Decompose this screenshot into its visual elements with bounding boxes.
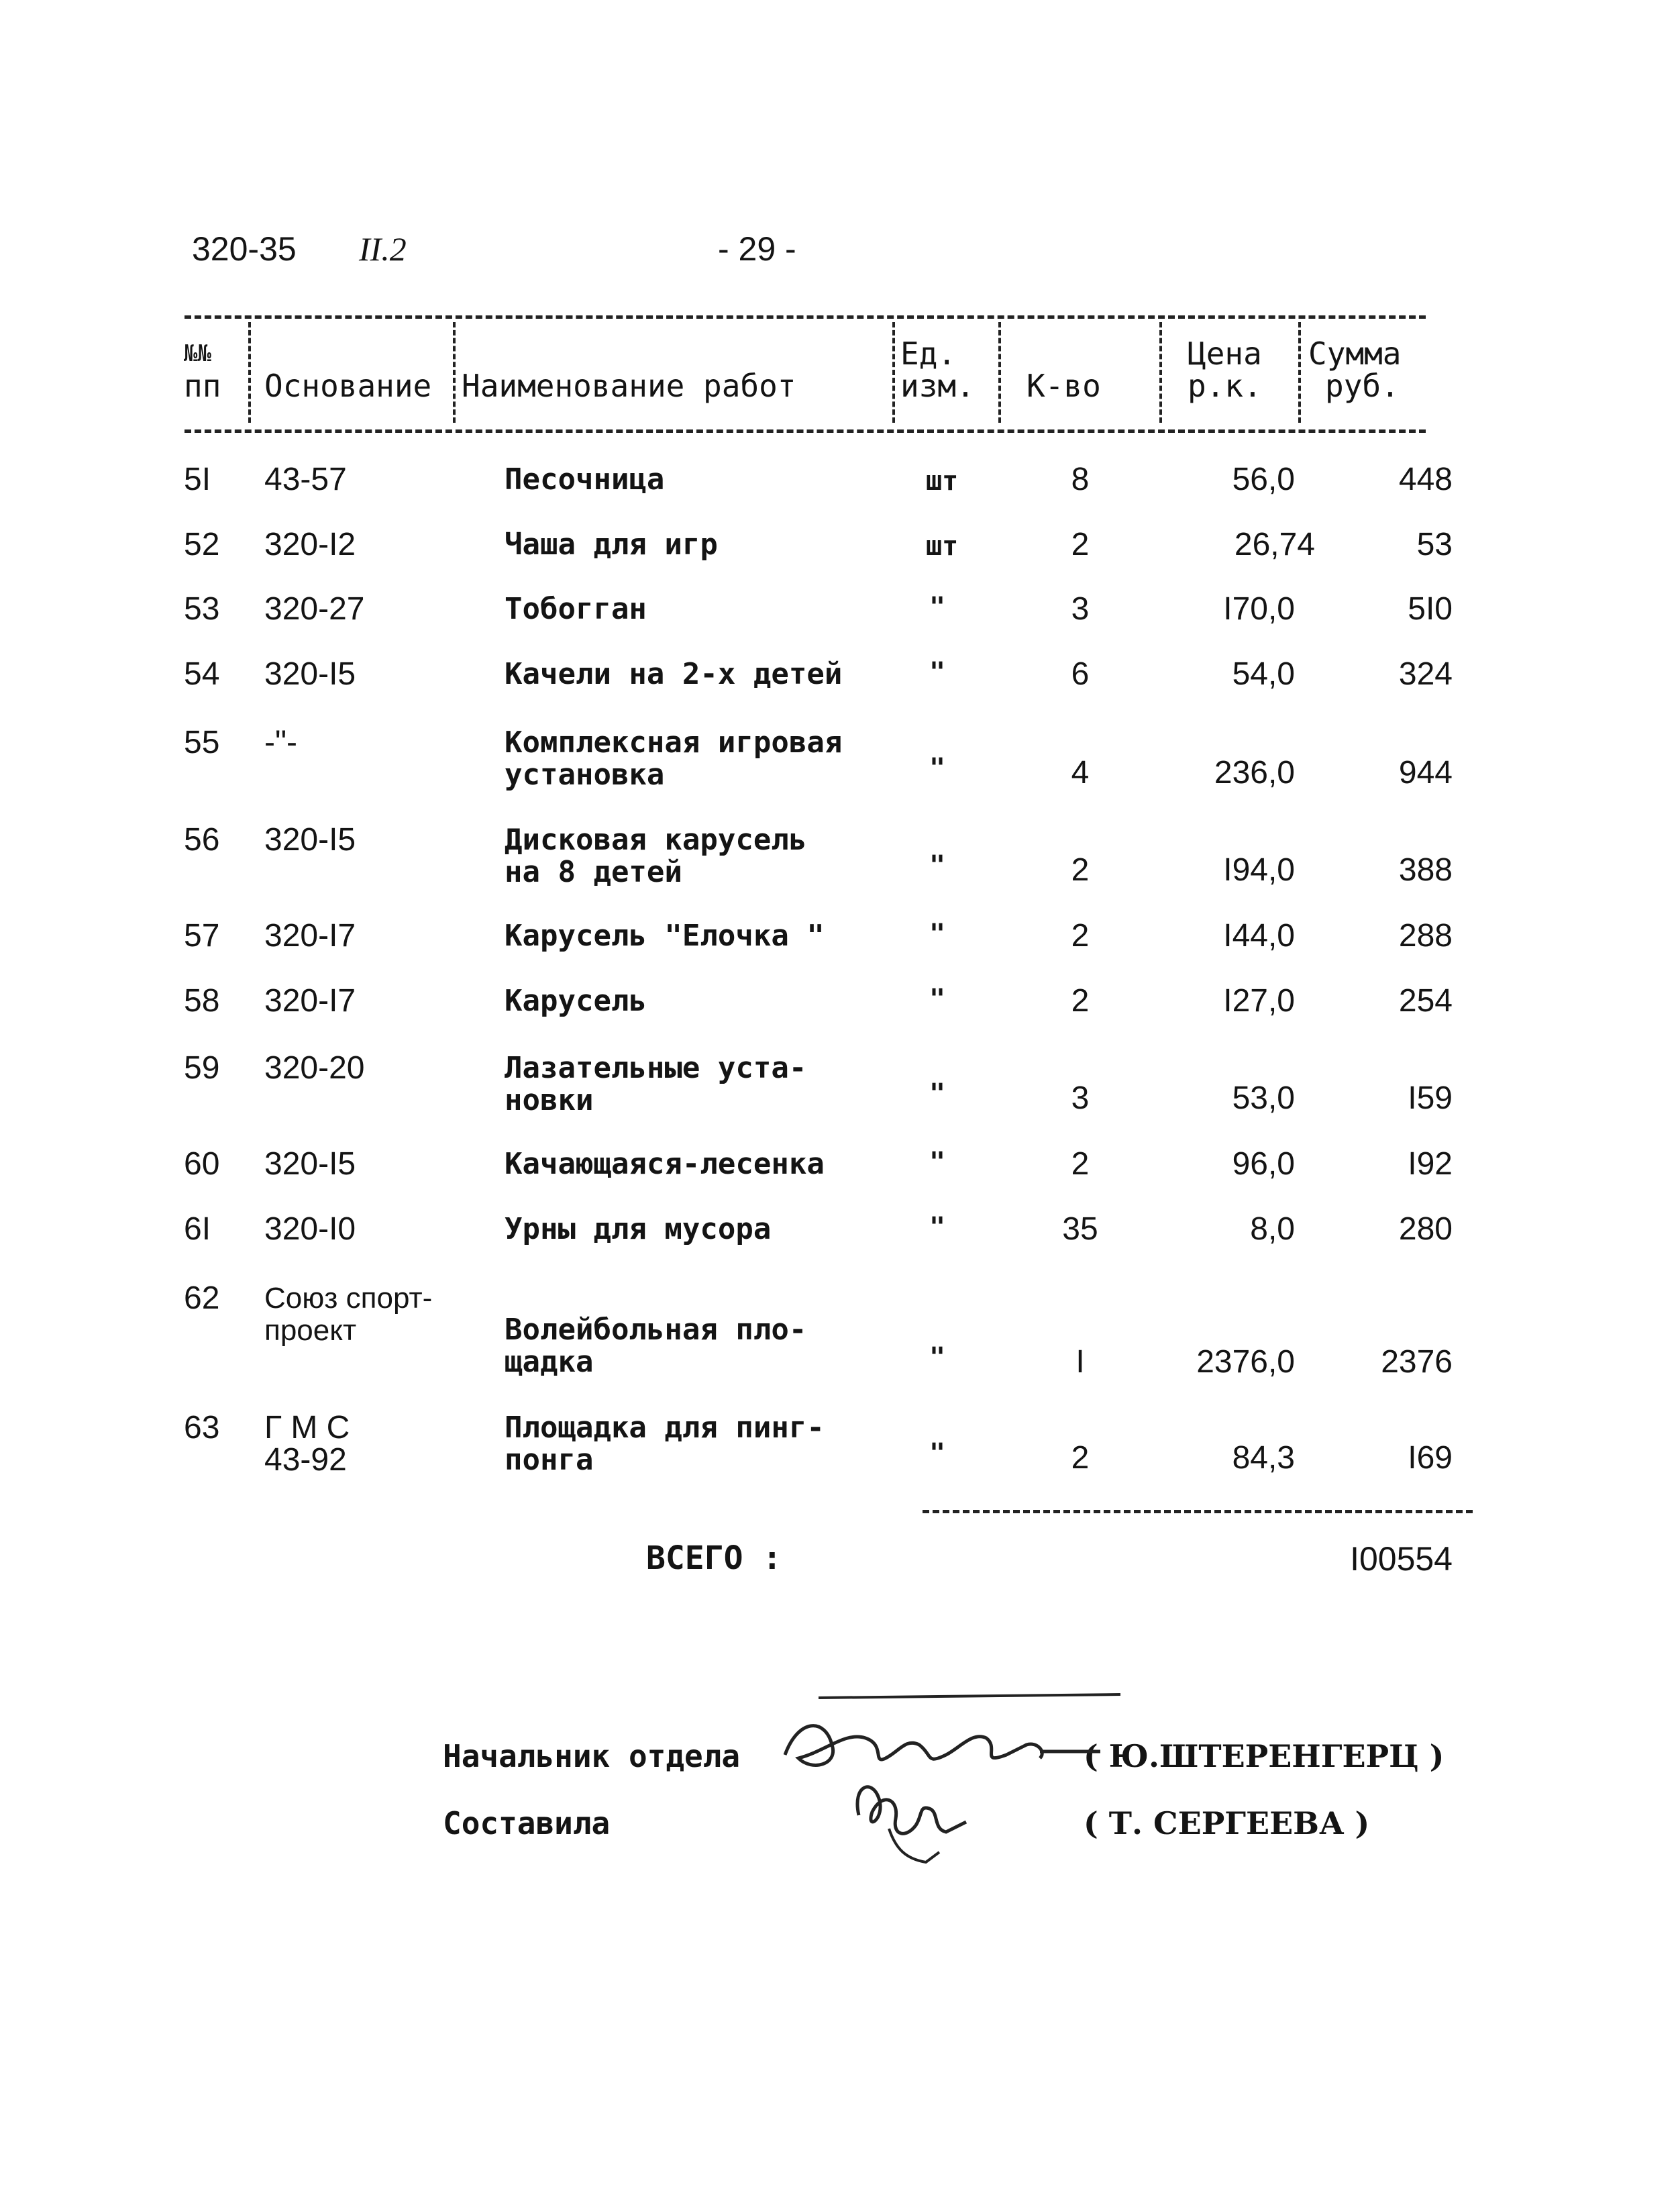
row-unit: ": [929, 919, 946, 950]
header-sum-line1: Сумма: [1308, 336, 1402, 372]
row-quantity: 3: [1071, 591, 1090, 627]
row-number: 59: [184, 1050, 220, 1086]
header-qty: К-во: [1027, 368, 1101, 404]
row-unit: ": [929, 1078, 946, 1109]
row-work-name: Карусель: [505, 984, 647, 1018]
row-price: 8,0: [1250, 1211, 1295, 1247]
header-bottom-rule: [185, 429, 1426, 433]
header-unit-line2: изм.: [900, 368, 975, 404]
row-number: 53: [184, 591, 220, 627]
row-basis: 320-20: [264, 1050, 365, 1086]
total-value: I00554: [1350, 1540, 1453, 1578]
row-work-name-line1: Комплексная игровая: [505, 725, 843, 760]
row-unit: ": [929, 850, 946, 881]
row-number: 5I: [184, 462, 211, 497]
header-sum-line2: руб.: [1325, 368, 1400, 404]
row-work-name-line2: на 8 детей: [505, 855, 682, 889]
row-quantity: 2: [1071, 852, 1090, 888]
row-number: 55: [184, 725, 220, 760]
document-part: II.2: [359, 230, 407, 268]
row-price: I70,0: [1223, 591, 1295, 627]
row-basis: 320-I5: [264, 656, 356, 692]
row-work-name-line1: Лазательные уста-: [505, 1051, 807, 1085]
row-work-name: Урны для мусора: [505, 1212, 772, 1246]
row-basis: -"-: [264, 725, 298, 760]
row-price: 53,0: [1232, 1080, 1295, 1116]
row-basis-line1: Союз спорт-: [264, 1282, 433, 1315]
header-num-line2: пп: [184, 368, 221, 404]
row-unit: ": [929, 592, 946, 623]
row-price: 56,0: [1232, 462, 1295, 497]
row-sum: 288: [1398, 918, 1453, 954]
header-top-rule: [185, 315, 1426, 319]
row-quantity: 2: [1071, 983, 1090, 1019]
row-work-name: Чаша для игр: [505, 527, 718, 562]
row-unit: ": [929, 657, 946, 688]
row-sum: 53: [1416, 527, 1453, 562]
row-basis-line2: 43-92: [264, 1442, 347, 1478]
row-sum: 280: [1398, 1211, 1453, 1247]
row-price: I44,0: [1223, 918, 1295, 954]
row-work-name-line2: щадка: [505, 1345, 594, 1379]
row-unit: ": [929, 1147, 946, 1178]
row-sum: 448: [1398, 462, 1453, 497]
row-sum: 2376: [1381, 1344, 1453, 1380]
row-basis: 320-I7: [264, 918, 356, 954]
header-price-line1: Цена: [1188, 336, 1262, 372]
total-rule: [923, 1510, 1473, 1513]
row-number: 58: [184, 983, 220, 1019]
row-basis: 320-I5: [264, 1146, 356, 1182]
row-quantity: 6: [1071, 656, 1090, 692]
row-sum: 944: [1398, 755, 1453, 791]
row-work-name-line1: Площадка для пинг-: [505, 1411, 825, 1445]
row-work-name: Карусель "Елочка ": [505, 919, 825, 953]
handwritten-signature: [772, 1691, 1147, 1879]
row-number: 60: [184, 1146, 220, 1182]
header-divider: [1298, 322, 1301, 423]
header-divider: [998, 322, 1001, 423]
row-unit: ": [929, 753, 946, 784]
row-number: 52: [184, 527, 220, 562]
row-work-name-line2: новки: [505, 1083, 594, 1117]
row-quantity: 2: [1071, 1146, 1090, 1182]
header-unit-line1: Ед.: [900, 336, 957, 372]
document-code: 320-35: [192, 230, 297, 268]
row-quantity: 2: [1071, 527, 1090, 562]
row-basis-line1: Г М С: [264, 1410, 350, 1445]
row-sum: I69: [1408, 1440, 1453, 1476]
row-price: 96,0: [1232, 1146, 1295, 1182]
row-sum: I59: [1408, 1080, 1453, 1116]
row-quantity: 2: [1071, 918, 1090, 954]
page-number: - 29 -: [718, 230, 796, 268]
row-quantity: 4: [1071, 755, 1090, 791]
row-basis-line2: проект: [264, 1314, 357, 1347]
header-divider: [248, 322, 251, 423]
signature-role: Начальник отдела: [443, 1738, 741, 1774]
row-unit: шт: [926, 531, 959, 562]
row-quantity: 35: [1062, 1211, 1098, 1247]
row-quantity: 3: [1071, 1080, 1090, 1116]
row-price: I27,0: [1223, 983, 1295, 1019]
row-sum: 5I0: [1408, 591, 1453, 627]
row-work-name: Песочница: [505, 462, 665, 497]
row-price: 26,74: [1234, 527, 1315, 562]
row-quantity: 2: [1071, 1440, 1090, 1476]
row-sum: 254: [1398, 983, 1453, 1019]
signature-name: ( Ю.ШТЕРЕНГЕРЦ ): [1084, 1738, 1445, 1774]
row-number: 63: [184, 1410, 220, 1445]
header-price-line2: р.к.: [1188, 368, 1262, 404]
header-work: Наименование работ: [462, 368, 796, 404]
header-num-line1: №№: [184, 340, 211, 367]
row-unit: ": [929, 1212, 946, 1243]
row-price: 2376,0: [1196, 1344, 1295, 1380]
row-basis: 320-I5: [264, 822, 356, 858]
header-divider: [1159, 322, 1162, 423]
row-number: 54: [184, 656, 220, 692]
row-number: 56: [184, 822, 220, 858]
header-divider: [892, 322, 895, 423]
row-unit: ": [929, 1342, 946, 1373]
header-basis: Основание: [264, 368, 432, 404]
row-sum: I92: [1408, 1146, 1453, 1182]
row-work-name: Качели на 2-х детей: [505, 657, 843, 691]
row-work-name-line2: установка: [505, 758, 665, 792]
signature-role: Составила: [443, 1805, 611, 1841]
total-label: ВСЕГО :: [646, 1539, 782, 1577]
row-unit: шт: [926, 466, 959, 497]
row-quantity: 8: [1071, 462, 1090, 497]
row-work-name: Качающаяся-лесенка: [505, 1147, 825, 1181]
row-unit: ": [929, 984, 946, 1015]
row-price: 54,0: [1232, 656, 1295, 692]
row-work-name-line1: Дисковая карусель: [505, 823, 807, 857]
row-unit: ": [929, 1438, 946, 1469]
row-price: 84,3: [1232, 1440, 1295, 1476]
row-basis: 320-27: [264, 591, 365, 627]
row-price: 236,0: [1214, 755, 1295, 791]
row-sum: 324: [1398, 656, 1453, 692]
row-quantity: I: [1075, 1344, 1085, 1380]
row-number: 57: [184, 918, 220, 954]
row-work-name-line1: Волейбольная пло-: [505, 1313, 807, 1347]
row-basis: 320-I7: [264, 983, 356, 1019]
row-work-name: Тобогган: [505, 592, 647, 626]
row-basis: 320-I2: [264, 527, 356, 562]
row-sum: 388: [1398, 852, 1453, 888]
signature-name: ( Т. СЕРГЕЕВА ): [1084, 1805, 1370, 1841]
row-number: 6I: [184, 1211, 211, 1247]
row-basis: 320-I0: [264, 1211, 356, 1247]
row-number: 62: [184, 1280, 220, 1316]
row-price: I94,0: [1223, 852, 1295, 888]
row-work-name-line2: понга: [505, 1443, 594, 1477]
row-basis: 43-57: [264, 462, 347, 497]
header-divider: [453, 322, 456, 423]
